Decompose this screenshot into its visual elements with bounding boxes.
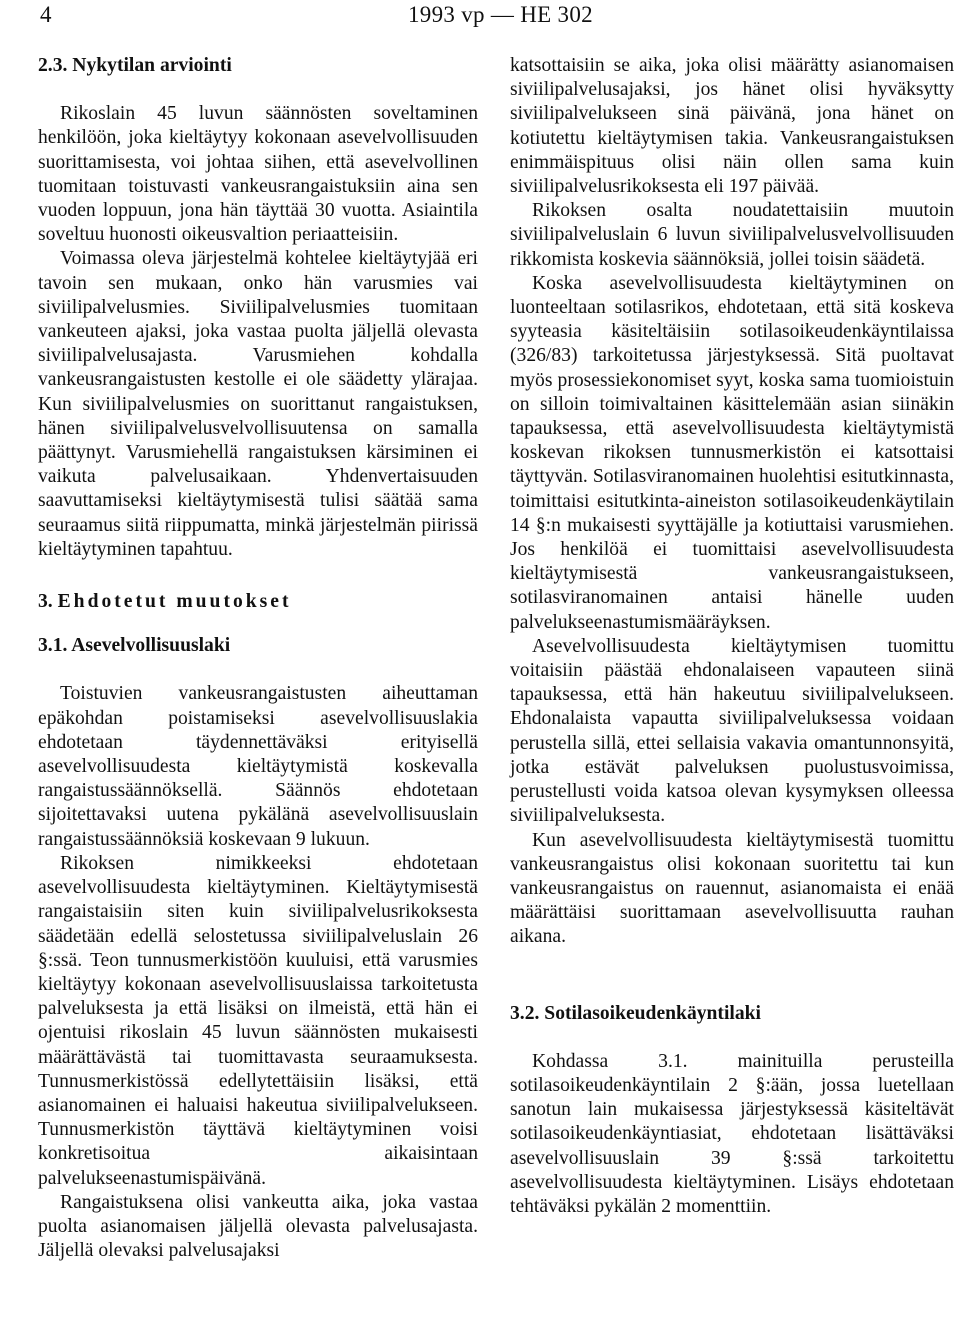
page-number: 4 (40, 2, 52, 27)
page-header (40, 0, 600, 30)
paragraph: Koska asevelvollisuudesta kieltäytyminen on luonteeltaan sotilasrikos, ehdotetaan, että sitä koskeva syyteasia käsiteltäisiin sotilasoikeudenkäyntilaissa (326/83) tarkoitetussa järjestyksessä. Sitä puoltavat myös prosessiekonomiset syyt, koska sama tuomioistuin on silloin toimivaltainen käsittelemään asian siinäkin tapauksessa, että asevelvollisuudesta kieltäytymistä koskevan rikoksen tunnusmerkistön ei katsottaisi täyttyvän. Sotilasviranomainen huolehtisi esitutkinnasta, toimittaisi esitutkinta-aineiston sotilasoikeudenkäytilain 14 §:n mukaisesti syyttäjälle ja kotiuttaisi varusmiehen. Jos henkilöä ei tuomittaisi asevelvollisuudesta kieltäytymisestä vankeusrangaistukseen, sotilasviranomainen antaisi hänelle uuden palvelukseenastumismääräyksen. (510, 272, 954, 633)
section-2-3-heading (38, 54, 478, 78)
section-3-2-heading (510, 1002, 954, 1026)
section-number: 2.3. (38, 55, 68, 76)
paragraph: Rikoslain 45 luvun säännösten soveltaminen henkilöön, joka kieltäytyy kokonaan asevelvollisuuden suorittamisesta, voi johtaa siihen, että asevelvollinen tuomitaan toistuvasti vankeusrangaistuksiin aina sen vuoden loppuun, jona hän täyttää 30 vuotta. Asiaintila soveltuu huonosti oikeusvaltion periaatteisiin. (38, 103, 478, 246)
paragraph: Asevelvollisuudesta kieltäytymisen tuomittu voitaisiin päästää ehdonalaiseen vapauteen siinä tapauksessa, että hän hakeutuu siviilipalvelukseen. Ehdonalaista vapautta siviilipalveluksessa voidaan perustella sillä, ettei sellaisia vakavia omantunnonsyitä, jotka estävät palveluksen puolustusvoimissa, perustellusti voida katsoa olevan kysymyksen olleessa siviilipalveluksesta. (510, 635, 954, 827)
section-3-1-heading (38, 634, 478, 658)
paragraph: Voimassa oleva järjestelmä kohtelee kieltäytyjää eri tavoin sen mukaan, onko hän varusmies vai siviilipalvelusmies. Siviilipalvelusmies tuomitaan vankeuteen ajaksi, joka vastaa puolta jäljellä olevasta siviilipalvelusajasta. Varusmiehen kohdalla vankeusrangaistusten kestolle ei ole säädetty ylärajaa. Kun siviilipalvelusmies on suorittanut rangaistuksen, hänen siviilipalvelusvelvollisuutensa on samalla päättynyt. Varusmiehellä rangaistuksen kärsiminen ei vaikuta palvelusaikaan. Yhdenvertaisuuden saavuttamiseksi kieltäytymisestä tulisi säätää sama seuraamus siitä riippumatta, minkä järjestelmän piirissä kieltäytyminen tapahtuu. (38, 248, 478, 560)
section-number: 3. (38, 591, 53, 613)
running-head: 1993 vp — HE 302 (408, 2, 593, 27)
section-number: 3.1. (38, 635, 68, 657)
section-title: Asevelvollisuuslaki (71, 635, 231, 657)
right-column (510, 54, 954, 1219)
paragraph: Toistuvien vankeusrangaistusten aiheuttaman epäkohdan poistamiseksi asevelvollisuuslakia ehdotetaan täydennettäväksi erityisellä asevelvollisuudesta kieltäytymistä koskevalla rangaistussäännöksellä. Säännös ehdotetaan sijoitettavaksi uutena pykälänä asevelvollisuuslain rangaistussäännöksiä koskevaan 9 lukuun. (38, 683, 478, 850)
paragraph: Kohdassa 3.1. mainituilla perusteilla sotilasoikeudenkäyntilain 2 §:ään, jossa luetellaan sanotun lain mukaisessa järjestyksessä käsiteltävät sotilasoikeudenkäyntiasiat, ehdotetaan lisättäväksi asevelvollisuuslain 39 §:ssä tarkoitettu asevelvollisuudesta kieltäytyminen. Lisäys ehdotetaan tehtäväksi pykälän 2 momenttiin. (510, 1050, 954, 1217)
paragraph: Kun asevelvollisuudesta kieltäytymisestä tuomittu vankeusrangaistus olisi kokonaan suoritettu tai kun vankeusrangaistus on rauennut, asianomaista ei enää määrättäisi suorittamaan asevelvollisuutta rauhan aikana. (510, 829, 954, 948)
paragraph: Rikoksen nimikkeeksi ehdotetaan asevelvollisuudesta kieltäytyminen. Kieltäytymisestä rangaistaisiin siten kuin siviilipalvelusrikoksesta säädetään edellä selostetussa siviilipalveluslain 26 §:ssä. Teon tunnusmerkistöön kuuluisi, että varusmies kieltäytyy kokonaan asevelvollisuuslaissa tarkoitetusta palveluksesta ja että lisäksi on ilmeistä, että hän ei ojentuisi rikoslain 45 luvun säännösten mukaisesti määrättävästä tai tuomittavasta seuraamuksesta. Tunnusmerkistössä edellytettäisiin lisäksi, että asianomainen ei haluaisi hakeutua siviilipalvelukseen. Tunnusmerkistön täyttävä kieltäytyminen voisi konkretisoitua aikaisintaan palvelukseenastumispäivänä. (38, 852, 478, 1189)
left-column (38, 54, 478, 1263)
section-3-heading (38, 590, 478, 614)
section-title: Sotilasoikeudenkäyntilaki (544, 1002, 761, 1024)
section-number: 3.2. (510, 1002, 540, 1024)
section-title: Nykytilan arviointi (72, 55, 232, 76)
paragraph: Rikoksen osalta noudatettaisiin muutoin siviilipalveluslain 6 luvun siviilipalvelusvelvollisuuden rikkomista koskevia säännöksiä, jollei toisin säädetä. (510, 200, 954, 270)
paragraph: katsottaisiin se aika, joka olisi määrätty asianomaisen siviilipalvelusajaksi, jos hänet olisi hyväksytty siviilipalvelukseen sinä päivänä, jona hänet on kotiutettu kieltäytymisen takia. Vankeusrangaistuksen enimmäispituus olisi näin ollen sama kuin siviilipalvelusrikoksesta eli 197 päivää. (510, 55, 954, 198)
section-title: Ehdotetut muutokset (57, 591, 292, 613)
paragraph: Rangaistuksena olisi vankeutta aika, joka vastaa puolta asianomaisen jäljellä olevasta palvelusajasta. Jäljellä olevaksi palvelusajaksi (38, 1191, 478, 1262)
